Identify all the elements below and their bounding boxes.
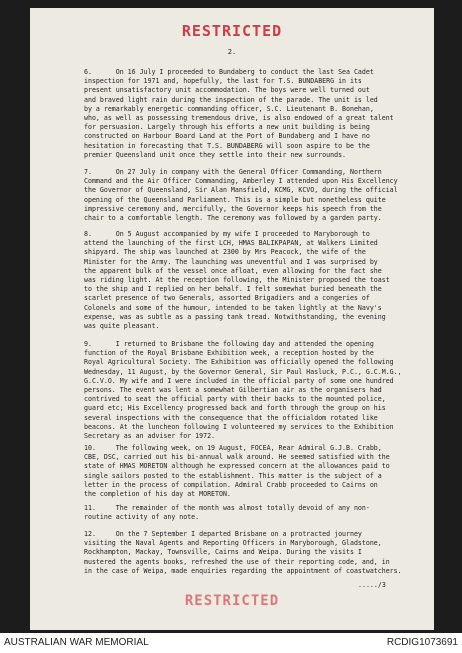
text-line: present unsatisfactory unit accommodation. The boys were well turned out: [84, 86, 370, 95]
archive-reference: RCDIG1073691: [386, 637, 458, 648]
text-line: 10. The following week, on 19 August, FOCEA, Rear Admiral G.J.B. Crabb,: [84, 444, 382, 452]
text-line: and braved light rain during the inspection of the parade. The unit is led: [84, 95, 378, 104]
text-line: Secretary as an adviser for 1972.: [84, 432, 216, 440]
text-line: was quite pleasant.: [84, 322, 160, 330]
text-line: in the case of Weipa, made enquiries regarding the appointment of coastwatchers.: [84, 566, 402, 575]
text-line: several inspections with the consequence that the officialdom rotated like: [84, 413, 378, 422]
text-line: CBE, DSC, carried out his bi-annual walk around. He seemed satisfied with the: [84, 453, 390, 462]
text-line: chair to a comfortable length. The ceremony was followed by a garden party.: [84, 214, 382, 222]
restricted-stamp-top: RESTRICTED: [181, 22, 283, 40]
text-line: who, as well as possessing tremendous drive, is also endowed of a great talent: [84, 114, 394, 122]
text-line: hesitation in forecasting that T.S. BUNDABERG will soon aspire to be the: [84, 141, 370, 150]
text-line: guard etc; His Excellency progressed back and forth through the group on his: [84, 404, 386, 413]
text-line: persons. The event was lent a somewhat Gilbertian air as the organisers had: [84, 386, 382, 394]
text-line: single sailors posted to the establishment. This matter is the subject of a: [84, 471, 382, 480]
text-line: 11. The remainder of the month was almost totally devoid of any non-: [84, 504, 370, 512]
text-line: Colonels and some of the humour, intended to be taken lightly at the Navy's: [84, 303, 382, 312]
text-line: attend the launching of the first LCH, HMAS BALIKPAPAN, at Walkers Limited: [84, 239, 378, 248]
archive-name: AUSTRALIAN WAR MEMORIAL: [4, 637, 149, 648]
text-line: 6. On 16 July I proceeded to Bundaberg to conduct the last Sea Cadet: [84, 68, 374, 76]
document-page: [30, 8, 434, 630]
text-line: shipyard. The ship was launched at 2300 by Mrs Peacock, the wife of the: [84, 248, 366, 257]
archive-footer: [0, 633, 462, 653]
text-line: to the ship and I replied on her behalf. I felt somewhat buried beneath the: [84, 285, 382, 294]
text-line: expense, was as subtle as a passing tank tread. Notwithstanding, the evening: [84, 312, 386, 321]
text-line: beacons. At the luncheon following I volunteered my services to the Exhibition: [84, 422, 394, 431]
text-line: function of the Royal Brisbane Exhibition week, a reception hosted by the: [84, 349, 374, 358]
text-line: Rockhampton, Mackay, Townsville, Cairns and Weipa. During the visits I: [84, 548, 362, 557]
text-line: 7. On 27 July in company with the General Officer Commanding, Northern: [84, 168, 382, 176]
text-line: the apparent bulk of the vessel once afloat, even allowing for the fact she: [84, 266, 382, 275]
text-line: Royal Agricultural Society. The Exhibition was officially opened the following: [84, 358, 394, 367]
text-line: Minister for the Army. The launching was uneventful and I was surprised by: [84, 257, 378, 266]
text-line: letter in the process of compilation. Admiral Crabb proceeded to Cairns on: [84, 480, 378, 489]
restricted-stamp-bottom: RESTRICTED: [184, 593, 280, 609]
text-line: contrived to seat the official party with their backs to the mounted police,: [84, 395, 386, 404]
text-line: mustered the agents books, refreshed the use of their reporting code, and, in: [84, 557, 390, 566]
text-line: premier Queensland unit once they settle into their new surrounds.: [84, 150, 347, 159]
text-line: by a remarkably energetic commanding officer, S.C. Lieutenant B. Bonehan,: [84, 104, 374, 113]
text-line: Wednesday, 11 August, by the Governor General, Sir Paul Hasluck, P.C., G.C.M.G.,: [84, 367, 402, 376]
page-number: 2.: [227, 48, 237, 56]
text-line: 8. On 5 August accompanied by my wife I proceeded to Maryborough to: [84, 230, 370, 238]
text-line: state of HMAS MORETON although he expressed concern at the allowances paid to: [84, 462, 390, 471]
text-line: the Governor of Queensland, Sir Alan Mansfield, KCMG, KCVO, during the official: [84, 186, 398, 195]
text-line: scarlet presence of two Generals, assorted Brigadiers and a congeries of: [84, 294, 370, 303]
text-line: 12. On the 7 September I departed Brisbane on a protracted journey: [84, 530, 362, 538]
text-line: inspection for 1971 and, hopefully, the last for T.S. BUNDABERG in its: [84, 77, 362, 86]
text-line: for persuasion. Largely through his efforts a new unit building is being: [84, 123, 370, 132]
text-line: 9. I returned to Brisbane the following day and attended the opening: [84, 340, 374, 348]
text-line: G.C.V.O. My wife and I were included in the official party of some one hundred: [84, 376, 394, 385]
text-line: was riding light. At the reception following, the Minister proposed the toast: [84, 276, 390, 284]
text-line: visiting the Naval Agents and Reporting Officers in Maryborough, Gladstone,: [84, 539, 382, 548]
continuation-marker: ...../3: [358, 581, 386, 589]
text-line: opening of the Queensland Parliament. This is a simple but nonetheless quite: [84, 195, 386, 204]
text-line: the completion of his day at MORETON.: [84, 490, 231, 498]
text-line: Command and the Air Officer Commanding, Amberley I attended upon His Excellency: [84, 177, 398, 186]
text-line: impressive ceremony and, mercifully, the Governor keeps his speech from the: [84, 204, 382, 213]
text-line: constructed on Harbour Board Land at the Port of Bundaberg and I have no: [84, 132, 370, 141]
text-line: routine activity of any note.: [84, 513, 200, 522]
